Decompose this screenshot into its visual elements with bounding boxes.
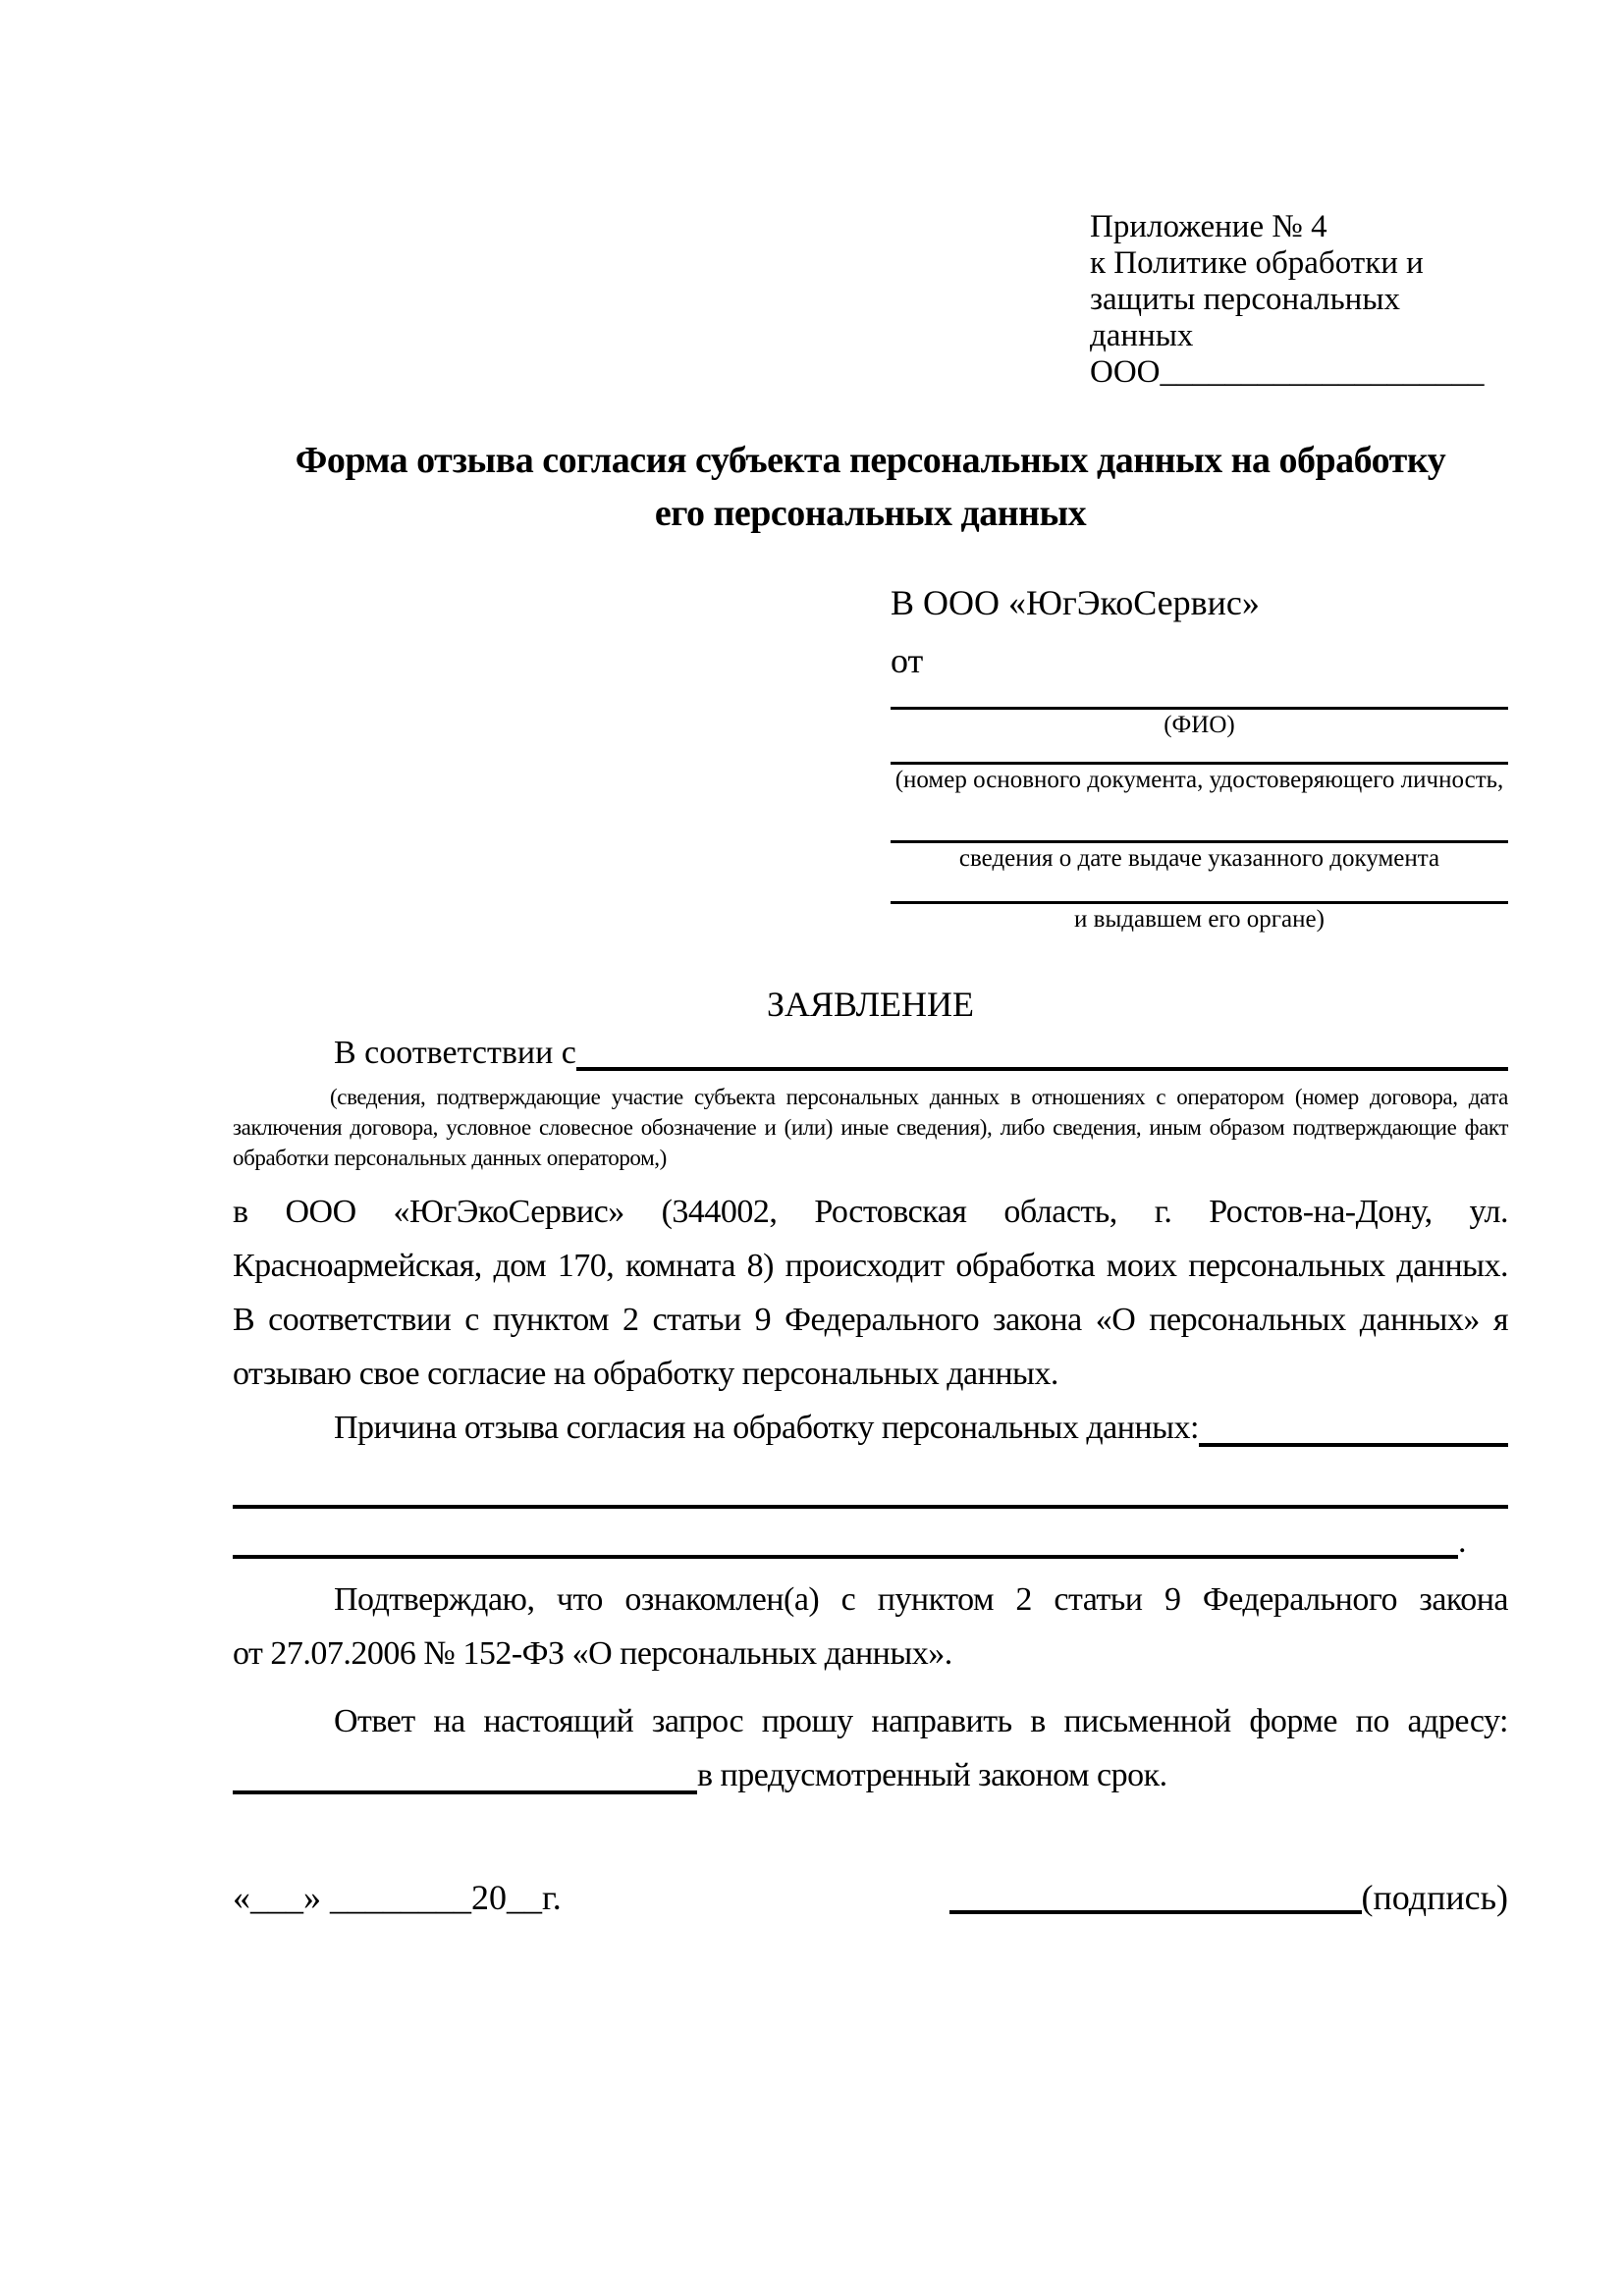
intro-prefix: В соответствии с: [334, 1035, 576, 1071]
fio-caption: (ФИО): [1164, 712, 1235, 738]
issuing-authority-caption: и выдавшем его органе): [1074, 906, 1325, 933]
signature-group: [949, 1873, 1508, 1922]
signature-caption: (подпись): [1361, 1878, 1508, 1917]
body-paragraph: [233, 1185, 1508, 1401]
addressee-from-label: от: [891, 641, 924, 680]
intro-caption: [233, 1082, 1508, 1173]
body-line-1: в ООО «ЮгЭкоСервис» (344002, Ростовская область, г. Ростов-на-Дону, ул.: [233, 1194, 1508, 1230]
reason-blank-line: [1199, 1401, 1508, 1447]
statement-heading: ЗАЯВЛЕНИЕ: [766, 985, 975, 1024]
body-line-2: Красноармейская, дом 170, комната 8) происходит обработка моих персональных данных.: [233, 1248, 1508, 1284]
issuing-authority-blank-line: [891, 874, 1508, 904]
reply-paragraph: [233, 1694, 1508, 1802]
body-line-3: В соответствии с пунктом 2 статьи 9 Федерального закона «О персональных данных» я: [233, 1302, 1508, 1338]
addressee-org: В ООО «ЮгЭкоСервис»: [891, 583, 1260, 622]
document-number-blank-line: [891, 740, 1508, 765]
body-line-4: отзываю свое согласие на обработку персональных данных.: [233, 1356, 1058, 1392]
document-title: [233, 434, 1508, 540]
appendix-line-1: Приложение № 4: [1090, 209, 1327, 244]
appendix-line-2: к Политике обработки и: [1090, 245, 1424, 281]
reason-blank-rule-1: [233, 1455, 1508, 1509]
addressee-block: [891, 579, 1508, 934]
intro-caption-line-2: заключения договора, условное словесное обозначение и (или) иные сведения), либо сведения, иным образом подтверждающие факт: [233, 1115, 1508, 1140]
fio-blank-line: [891, 681, 1508, 710]
reason-label: Причина отзыва согласия на обработку персональных данных:: [334, 1410, 1199, 1446]
intro-line: [233, 1029, 1508, 1078]
reply-line-2: [233, 1748, 1508, 1802]
confirmation-line-2: от 27.07.2006 № 152-ФЗ «О персональных данных».: [233, 1635, 952, 1672]
issue-date-caption: сведения о дате выдаче указанного документа: [958, 845, 1440, 872]
appendix-note: [1090, 209, 1508, 391]
address-blank-line: [233, 1748, 697, 1794]
appendix-line-3: защиты персональных данных: [1090, 282, 1400, 353]
appendix-org-blank: ООО____________________: [1090, 354, 1485, 390]
intro-blank-line: [576, 1029, 1508, 1071]
reason-line: [233, 1401, 1508, 1455]
date-field: «___» ________20__г.: [233, 1878, 562, 1917]
reply-suffix: в предусмотренный законом срок.: [697, 1757, 1167, 1793]
document-title-line-2: его персональных данных: [654, 493, 1087, 534]
trailing-period: .: [1458, 1523, 1467, 1560]
document-content: [233, 0, 1508, 1922]
confirmation-line-1: Подтверждаю, что ознакомлен(а) с пунктом 2 статьи 9 Федерального закона: [334, 1581, 1508, 1618]
reply-line-1: Ответ на настоящий запрос прошу направить в письменной форме по адресу:: [334, 1703, 1508, 1739]
intro-caption-line-3: обработки персональных данных оператором,): [233, 1146, 667, 1170]
signature-blank-line: [949, 1873, 1362, 1914]
confirmation-paragraph: [233, 1573, 1508, 1681]
document-number-caption: (номер основного документа, удостоверяющего личность,: [894, 767, 1504, 793]
reason-blank-rule-2-line: [233, 1509, 1458, 1559]
footer-row: [233, 1873, 1508, 1922]
document-title-line-1: Форма отзыва согласия субъекта персональных данных на обработку: [295, 440, 1446, 481]
reason-blank-rule-2: [233, 1509, 1508, 1559]
issue-date-blank-line: [891, 795, 1508, 843]
intro-caption-line-1: (сведения, подтверждающие участие субъекта персональных данных в отношениях с оператором (номер договора, дата: [330, 1085, 1508, 1109]
